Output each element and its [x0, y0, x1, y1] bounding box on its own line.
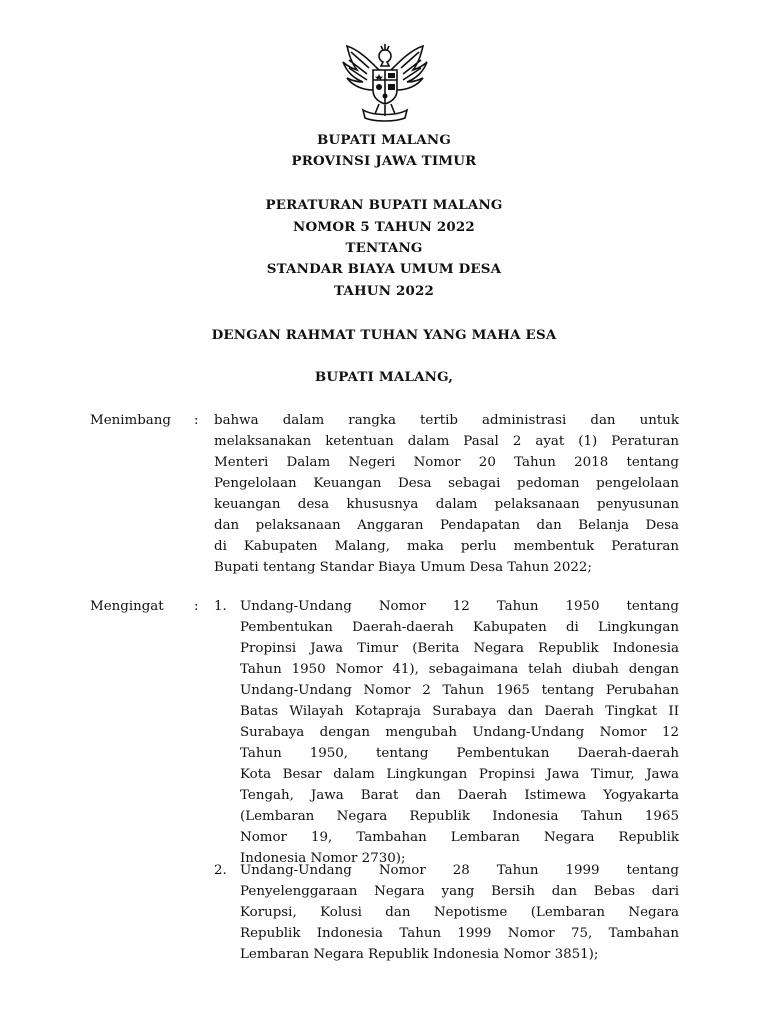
- mengingat-label: Mengingat: [90, 599, 164, 614]
- item-line: Undang-Undang Nomor 12 Tahun 1950 tentang: [240, 599, 679, 614]
- invocation: DENGAN RAHMAT TUHAN YANG MAHA ESA: [211, 327, 557, 343]
- item-line: Undang-Undang Nomor 2 Tahun 1965 tentang Perubahan: [240, 683, 679, 698]
- item-line: Penyelenggaraan Negara yang Bersih dan Bebas dari: [240, 884, 679, 899]
- item-line: (Lembaran Negara Republik Indonesia Tahun 1965: [240, 809, 679, 824]
- issuer-title: BUPATI MALANG: [317, 132, 451, 148]
- item-line: Nomor 19, Tambahan Lembaran Negara Republik: [240, 830, 679, 845]
- regulation-title: PERATURAN BUPATI MALANG: [265, 197, 503, 213]
- province-title: PROVINSI JAWA TIMUR: [291, 153, 477, 169]
- item-line: Tahun 1950, tentang Pembentukan Daerah-daerah: [240, 746, 679, 761]
- regulation-subject: STANDAR BIAYA UMUM DESA: [266, 261, 502, 277]
- menimbang-line: Menteri Dalam Negeri Nomor 20 Tahun 2018 tentang: [214, 455, 679, 470]
- item-number: 2.: [214, 863, 227, 878]
- garuda-emblem-icon: [339, 40, 431, 124]
- item-line: Undang-Undang Nomor 28 Tahun 1999 tentang: [240, 863, 679, 878]
- mengingat-colon: :: [194, 599, 199, 614]
- menimbang-line: bahwa dalam rangka tertib administrasi dan untuk: [214, 413, 679, 428]
- menimbang-line: keuangan desa khususnya dalam pelaksanaan penyusunan: [214, 497, 679, 512]
- item-line: Propinsi Jawa Timur (Berita Negara Republik Indonesia: [240, 641, 679, 656]
- menimbang-line: melaksanakan ketentuan dalam Pasal 2 ayat (1) Peraturan: [214, 434, 679, 449]
- regulation-number: NOMOR 5 TAHUN 2022: [293, 219, 475, 235]
- regulation-year: TAHUN 2022: [333, 283, 435, 299]
- menimbang-line: di Kabupaten Malang, maka perlu membentuk Peraturan: [214, 539, 679, 554]
- menimbang-line: Pengelolaan Keuangan Desa sebagai pedoman pengelolaan: [214, 476, 679, 491]
- menimbang-colon: :: [194, 413, 199, 428]
- item-line: Republik Indonesia Tahun 1999 Nomor 75, Tambahan: [240, 926, 679, 941]
- item-line: Kota Besar dalam Lingkungan Propinsi Jawa Timur, Jawa: [240, 767, 679, 782]
- item-line: Tahun 1950 Nomor 41), sebagaimana telah diubah dengan: [240, 662, 679, 677]
- item-number: 1.: [214, 599, 227, 614]
- issuer-salutation: BUPATI MALANG,: [314, 369, 454, 385]
- menimbang-line: Bupati tentang Standar Biaya Umum Desa Tahun 2022;: [214, 560, 592, 575]
- menimbang-line: dan pelaksanaan Anggaran Pendapatan dan Belanja Desa: [214, 518, 679, 533]
- item-line: Lembaran Negara Republik Indonesia Nomor 3851);: [240, 947, 599, 962]
- regulation-about: TENTANG: [345, 240, 423, 256]
- item-line: Surabaya dengan mengubah Undang-Undang Nomor 12: [240, 725, 679, 740]
- item-line: Batas Wilayah Kotapraja Surabaya dan Daerah Tingkat II: [240, 704, 679, 719]
- item-line: Pembentukan Daerah-daerah Kabupaten di Lingkungan: [240, 620, 679, 635]
- item-line: Korupsi, Kolusi dan Nepotisme (Lembaran Negara: [240, 905, 679, 920]
- item-line: Tengah, Jawa Barat dan Daerah Istimewa Yogyakarta: [240, 788, 679, 803]
- menimbang-label: Menimbang: [90, 413, 171, 428]
- item-line: Indonesia Nomor 2730);: [240, 851, 406, 866]
